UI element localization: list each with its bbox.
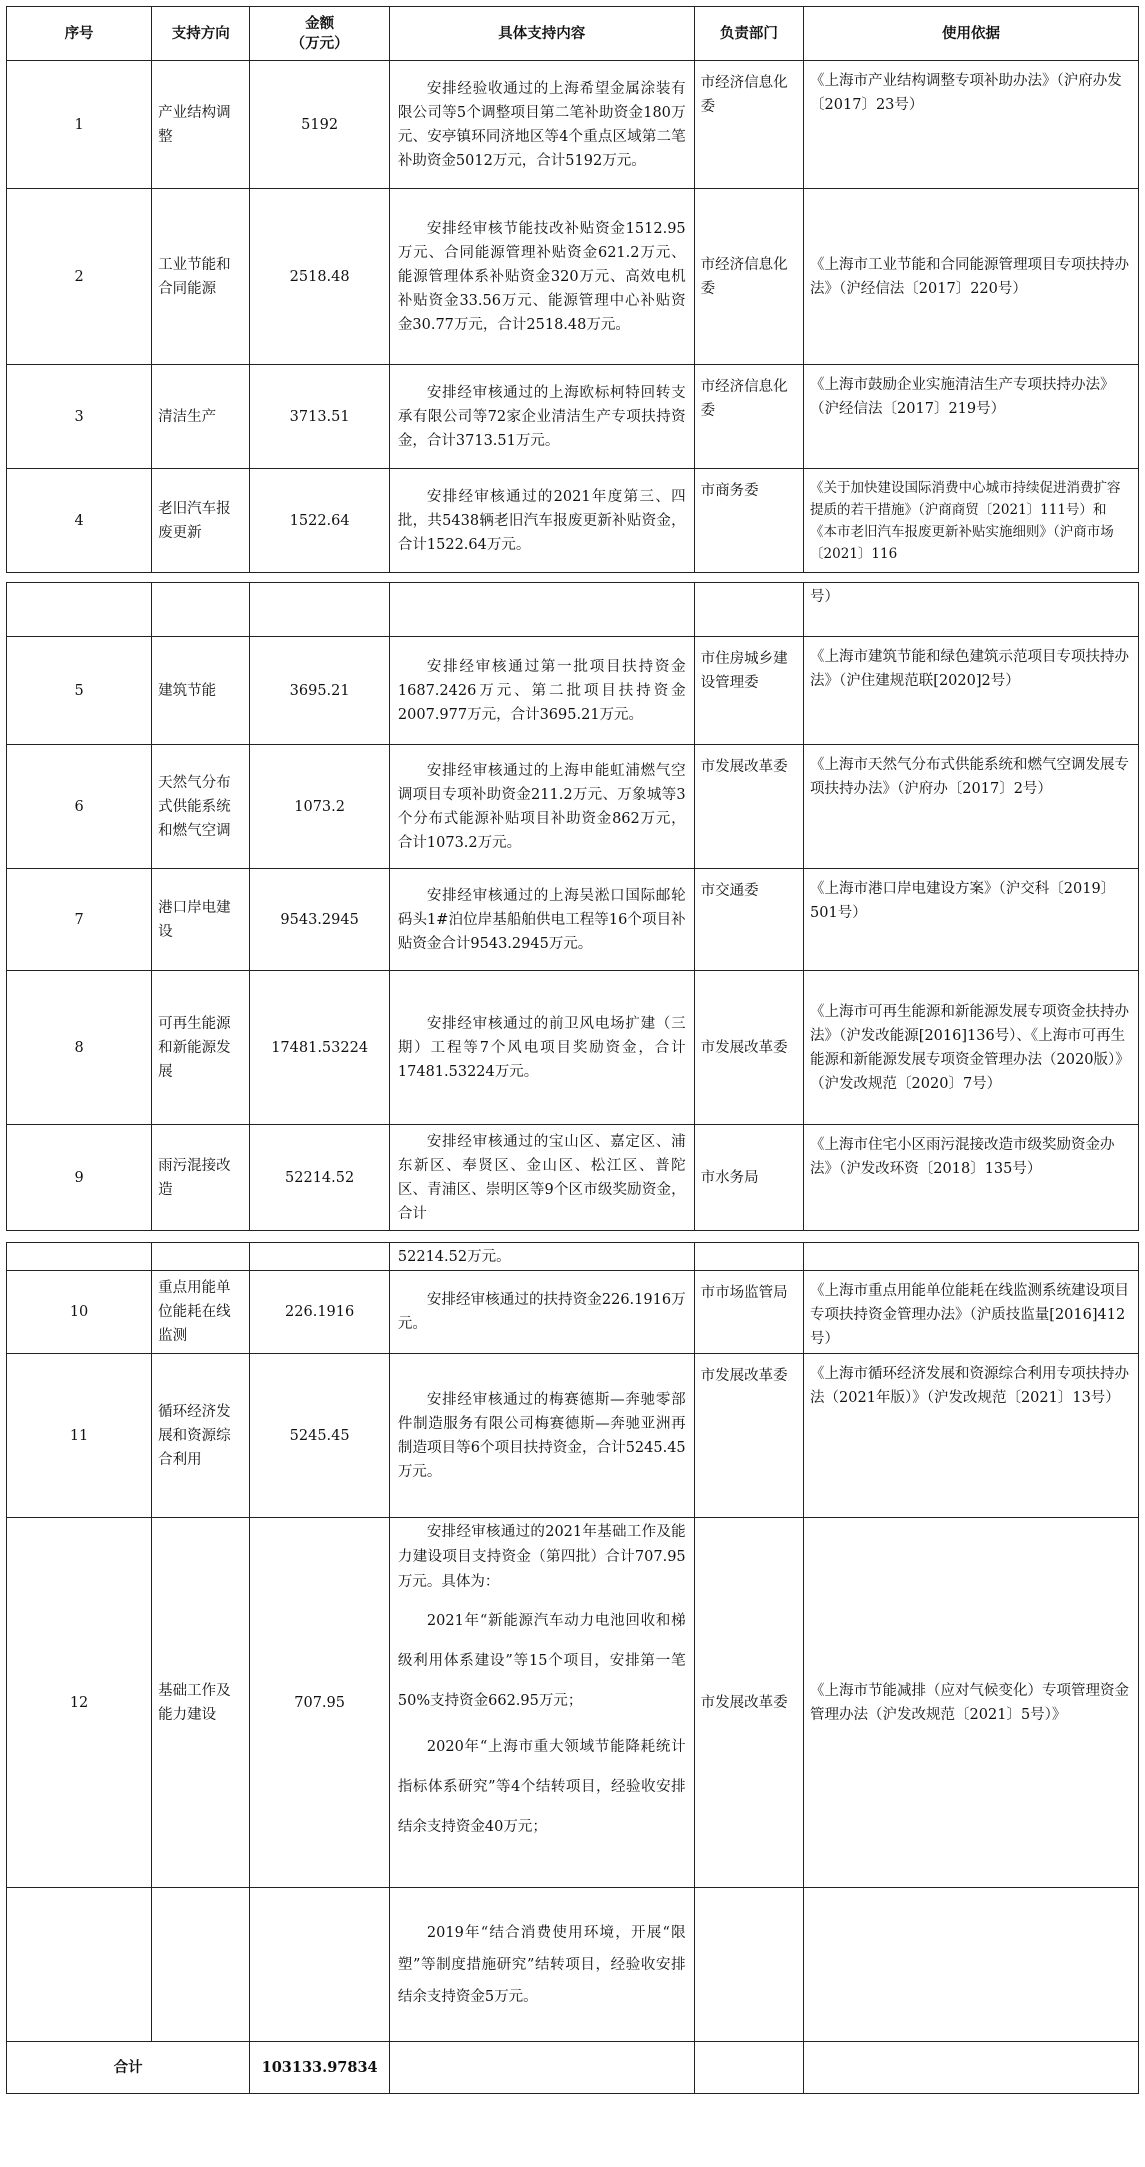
table-row bbox=[7, 637, 1139, 745]
row-basis: 《上海市节能减排（应对气候变化）专项管理资金管理办法（沪发改规范〔2021〕5号）》 bbox=[804, 1518, 1139, 1888]
row-direction: 天然气分布式供能系统和燃气空调 bbox=[152, 745, 250, 869]
header-basis: 使用依据 bbox=[804, 7, 1139, 61]
table-row bbox=[7, 1354, 1139, 1518]
row-content-continued bbox=[389, 1888, 694, 2042]
row-no: 3 bbox=[7, 365, 152, 469]
row-content bbox=[389, 637, 694, 745]
empty-cell bbox=[250, 583, 390, 637]
row-direction: 清洁生产 bbox=[152, 365, 250, 469]
row-no: 7 bbox=[7, 869, 152, 971]
total-label: 合计 bbox=[7, 2042, 250, 2094]
header-no: 序号 bbox=[7, 7, 152, 61]
empty-cell bbox=[152, 1888, 250, 2042]
empty-cell bbox=[389, 2042, 694, 2094]
empty-cell bbox=[250, 1888, 390, 2042]
row-content bbox=[389, 869, 694, 971]
row-content bbox=[389, 971, 694, 1125]
row-no: 4 bbox=[7, 469, 152, 573]
table-segment-2 bbox=[6, 582, 1139, 1231]
content-paragraph: 安排经审核通过的梅赛德斯—奔驰零部件制造服务有限公司梅赛德斯—奔驰亚洲再制造项目等6个项目扶持资金，合计5245.45万元。 bbox=[397, 1391, 686, 1480]
empty-cell bbox=[804, 1888, 1139, 2042]
row-direction: 港口岸电建设 bbox=[152, 869, 250, 971]
content-paragraph: 安排经审核节能技改补贴资金1512.95万元、合同能源管理补贴资金621.2万元、能源管理体系补贴资金320万元、高效电机补贴资金33.56万元、能源管理中心补贴资金30.77万元，合计2518.48万元。 bbox=[397, 220, 686, 333]
row-basis: 《上海市工业节能和合同能源管理项目专项扶持办法》（沪经信法〔2017〕220号） bbox=[804, 189, 1139, 365]
row-basis: 《上海市可再生能源和新能源发展专项资金扶持办法》（沪发改能源[2016]136号）、《上海市可再生能源和新能源发展专项资金管理办法（2020版）》（沪发改规范〔2020〕7号） bbox=[804, 971, 1139, 1125]
row-dept: 市经济信息化委 bbox=[694, 189, 803, 365]
content-paragraph: 2021年“新能源汽车动力电池回收和梯级利用体系建设”等15个项目，安排第一笔50%支持资金662.95万元； bbox=[397, 1613, 686, 1709]
row-direction: 重点用能单位能耗在线监测 bbox=[152, 1271, 250, 1354]
table-row bbox=[7, 745, 1139, 869]
row-amount: 3713.51 bbox=[250, 365, 390, 469]
row-direction: 建筑节能 bbox=[152, 637, 250, 745]
content-paragraph: 安排经审核通过第一批项目扶持资金1687.2426万元、第二批项目扶持资金2007.977万元，合计3695.21万元。 bbox=[397, 658, 686, 723]
empty-cell bbox=[152, 1243, 250, 1271]
empty-cell bbox=[250, 1243, 390, 1271]
content-paragraph: 2020年“上海市重大领域节能降耗统计指标体系研究”等4个结转项目，经验收安排结余支持资金40万元； bbox=[397, 1739, 686, 1835]
content-paragraph: 安排经审核通过的上海申能虹浦燃气空调项目专项补助资金211.2万元、万象城等3个分布式能源补贴项目补助资金862万元，合计1073.2万元。 bbox=[397, 762, 686, 851]
content-paragraph: 安排经审核通过的前卫风电场扩建（三期）工程等7个风电项目奖励资金，合计17481.53224万元。 bbox=[397, 1015, 686, 1080]
empty-cell bbox=[804, 1243, 1139, 1271]
row-dept: 市交通委 bbox=[694, 869, 803, 971]
row-no: 6 bbox=[7, 745, 152, 869]
row-basis: 《上海市建筑节能和绿色建筑示范项目专项扶持办法》（沪住建规范联[2020]2号） bbox=[804, 637, 1139, 745]
total-row bbox=[7, 2042, 1139, 2094]
row-direction: 可再生能源和新能源发展 bbox=[152, 971, 250, 1125]
row-direction: 产业结构调整 bbox=[152, 61, 250, 189]
row-dept: 市商务委 bbox=[694, 469, 803, 573]
empty-cell bbox=[7, 583, 152, 637]
table-row bbox=[7, 365, 1139, 469]
row-basis: 《上海市天然气分布式供能系统和燃气空调发展专项扶持办法》（沪府办〔2017〕2号） bbox=[804, 745, 1139, 869]
row-amount: 17481.53224 bbox=[250, 971, 390, 1125]
table-row bbox=[7, 61, 1139, 189]
row-basis: 《上海市循环经济发展和资源综合利用专项扶持办法（2021年版）》（沪发改规范〔2021〕13号） bbox=[804, 1354, 1139, 1518]
table-row bbox=[7, 1518, 1139, 1888]
row-direction: 工业节能和合同能源 bbox=[152, 189, 250, 365]
row-direction: 雨污混接改造 bbox=[152, 1125, 250, 1231]
header-dept: 负责部门 bbox=[694, 7, 803, 61]
table-row-continued bbox=[7, 1243, 1139, 1271]
row-no: 8 bbox=[7, 971, 152, 1125]
table-segment-4 bbox=[6, 1887, 1139, 2094]
row-direction: 循环经济发展和资源综合利用 bbox=[152, 1354, 250, 1518]
row-no: 12 bbox=[7, 1518, 152, 1888]
row-no: 10 bbox=[7, 1271, 152, 1354]
empty-cell bbox=[694, 1243, 803, 1271]
row-no: 9 bbox=[7, 1125, 152, 1231]
row-dept: 市市场监管局 bbox=[694, 1271, 803, 1354]
row-content-continued: 52214.52万元。 bbox=[389, 1243, 694, 1271]
empty-cell bbox=[389, 583, 694, 637]
content-paragraph: 安排经验收通过的上海希望金属涂装有限公司等5个调整项目第二笔补助资金180万元、安亭镇环同济地区等4个重点区域第二笔补助资金5012万元，合计5192万元。 bbox=[397, 80, 686, 169]
row-content bbox=[389, 1271, 694, 1354]
row-direction: 基础工作及能力建设 bbox=[152, 1518, 250, 1888]
row-amount: 5245.45 bbox=[250, 1354, 390, 1518]
content-paragraph: 安排经审核通过的2021年度第三、四批，共5438辆老旧汽车报废更新补贴资金，合计1522.64万元。 bbox=[397, 488, 686, 553]
row-amount: 707.95 bbox=[250, 1518, 390, 1888]
row-content bbox=[389, 1518, 694, 1888]
table-row bbox=[7, 971, 1139, 1125]
row-content bbox=[389, 1125, 694, 1231]
table-segment-3 bbox=[6, 1242, 1139, 1888]
row-dept: 市经济信息化委 bbox=[694, 365, 803, 469]
empty-cell bbox=[694, 583, 803, 637]
header-content: 具体支持内容 bbox=[389, 7, 694, 61]
row-content bbox=[389, 365, 694, 469]
empty-cell bbox=[7, 1243, 152, 1271]
row-basis: 《关于加快建设国际消费中心城市持续促进消费扩容提质的若干措施》（沪商商贸〔2021〕111号）和《本市老旧汽车报废更新补贴实施细则》（沪商市场〔2021〕116 bbox=[804, 469, 1139, 573]
table-row bbox=[7, 189, 1139, 365]
row-amount: 2518.48 bbox=[250, 189, 390, 365]
content-paragraph: 安排经审核通过的上海吴淞口国际邮轮码头1#泊位岸基船舶供电工程等16个项目补贴资金合计9543.2945万元。 bbox=[397, 887, 686, 952]
row-no: 11 bbox=[7, 1354, 152, 1518]
row-basis: 《上海市港口岸电建设方案》（沪交科〔2019〕501号） bbox=[804, 869, 1139, 971]
row-no: 2 bbox=[7, 189, 152, 365]
row-basis: 《上海市重点用能单位能耗在线监测系统建设项目专项扶持资金管理办法》（沪质技监量[2016]412号） bbox=[804, 1271, 1139, 1354]
row-dept: 市发展改革委 bbox=[694, 1518, 803, 1888]
table-row-continued bbox=[7, 1888, 1139, 2042]
row-amount: 1522.64 bbox=[250, 469, 390, 573]
table-row bbox=[7, 869, 1139, 971]
row-dept: 市水务局 bbox=[694, 1125, 803, 1231]
row-dept: 市经济信息化委 bbox=[694, 61, 803, 189]
content-paragraph: 安排经审核通过的2021年基础工作及能力建设项目支持资金（第四批）合计707.95万元。具体为： bbox=[397, 1524, 686, 1590]
row-amount: 3695.21 bbox=[250, 637, 390, 745]
total-amount: 103133.97834 bbox=[250, 2042, 390, 2094]
row-no: 5 bbox=[7, 637, 152, 745]
row-amount: 9543.2945 bbox=[250, 869, 390, 971]
empty-cell bbox=[694, 1888, 803, 2042]
row-amount: 1073.2 bbox=[250, 745, 390, 869]
table-row bbox=[7, 1125, 1139, 1231]
row-content bbox=[389, 745, 694, 869]
row-dept: 市发展改革委 bbox=[694, 745, 803, 869]
empty-cell bbox=[7, 1888, 152, 2042]
content-paragraph: 安排经审核通过的上海欧标柯特回转支承有限公司等72家企业清洁生产专项扶持资金，合计3713.51万元。 bbox=[397, 384, 686, 449]
table-row bbox=[7, 469, 1139, 573]
empty-cell bbox=[694, 2042, 803, 2094]
empty-cell bbox=[152, 583, 250, 637]
row-amount: 52214.52 bbox=[250, 1125, 390, 1231]
header-amount: 金额 （万元） bbox=[250, 7, 390, 61]
content-paragraph: 安排经审核通过的宝山区、嘉定区、浦东新区、奉贤区、金山区、松江区、普陀区、青浦区、崇明区等9个区市级奖励资金，合计 bbox=[397, 1133, 686, 1222]
row-basis-continued: 号） bbox=[804, 583, 1139, 637]
row-dept: 市住房城乡建设管理委 bbox=[694, 637, 803, 745]
row-dept: 市发展改革委 bbox=[694, 1354, 803, 1518]
row-dept: 市发展改革委 bbox=[694, 971, 803, 1125]
table-row-continued bbox=[7, 583, 1139, 637]
table-segment-1 bbox=[6, 6, 1139, 573]
empty-cell bbox=[804, 2042, 1139, 2094]
content-paragraph: 安排经审核通过的扶持资金226.1916万元。 bbox=[397, 1292, 686, 1332]
row-content bbox=[389, 1354, 694, 1518]
table-row bbox=[7, 1271, 1139, 1354]
row-basis: 《上海市住宅小区雨污混接改造市级奖励资金办法》（沪发改环资〔2018〕135号） bbox=[804, 1125, 1139, 1231]
row-content bbox=[389, 469, 694, 573]
row-direction: 老旧汽车报废更新 bbox=[152, 469, 250, 573]
header-row bbox=[7, 7, 1139, 61]
content-paragraph: 2019年“结合消费使用环境，开展“限塑”等制度措施研究”结转项目，经验收安排结余支持资金5万元。 bbox=[397, 1924, 686, 2005]
row-amount: 226.1916 bbox=[250, 1271, 390, 1354]
row-content bbox=[389, 189, 694, 365]
row-amount: 5192 bbox=[250, 61, 390, 189]
row-basis: 《上海市鼓励企业实施清洁生产专项扶持办法》（沪经信法〔2017〕219号） bbox=[804, 365, 1139, 469]
row-content bbox=[389, 61, 694, 189]
row-no: 1 bbox=[7, 61, 152, 189]
row-basis: 《上海市产业结构调整专项补助办法》（沪府办发〔2017〕23号） bbox=[804, 61, 1139, 189]
header-direction: 支持方向 bbox=[152, 7, 250, 61]
